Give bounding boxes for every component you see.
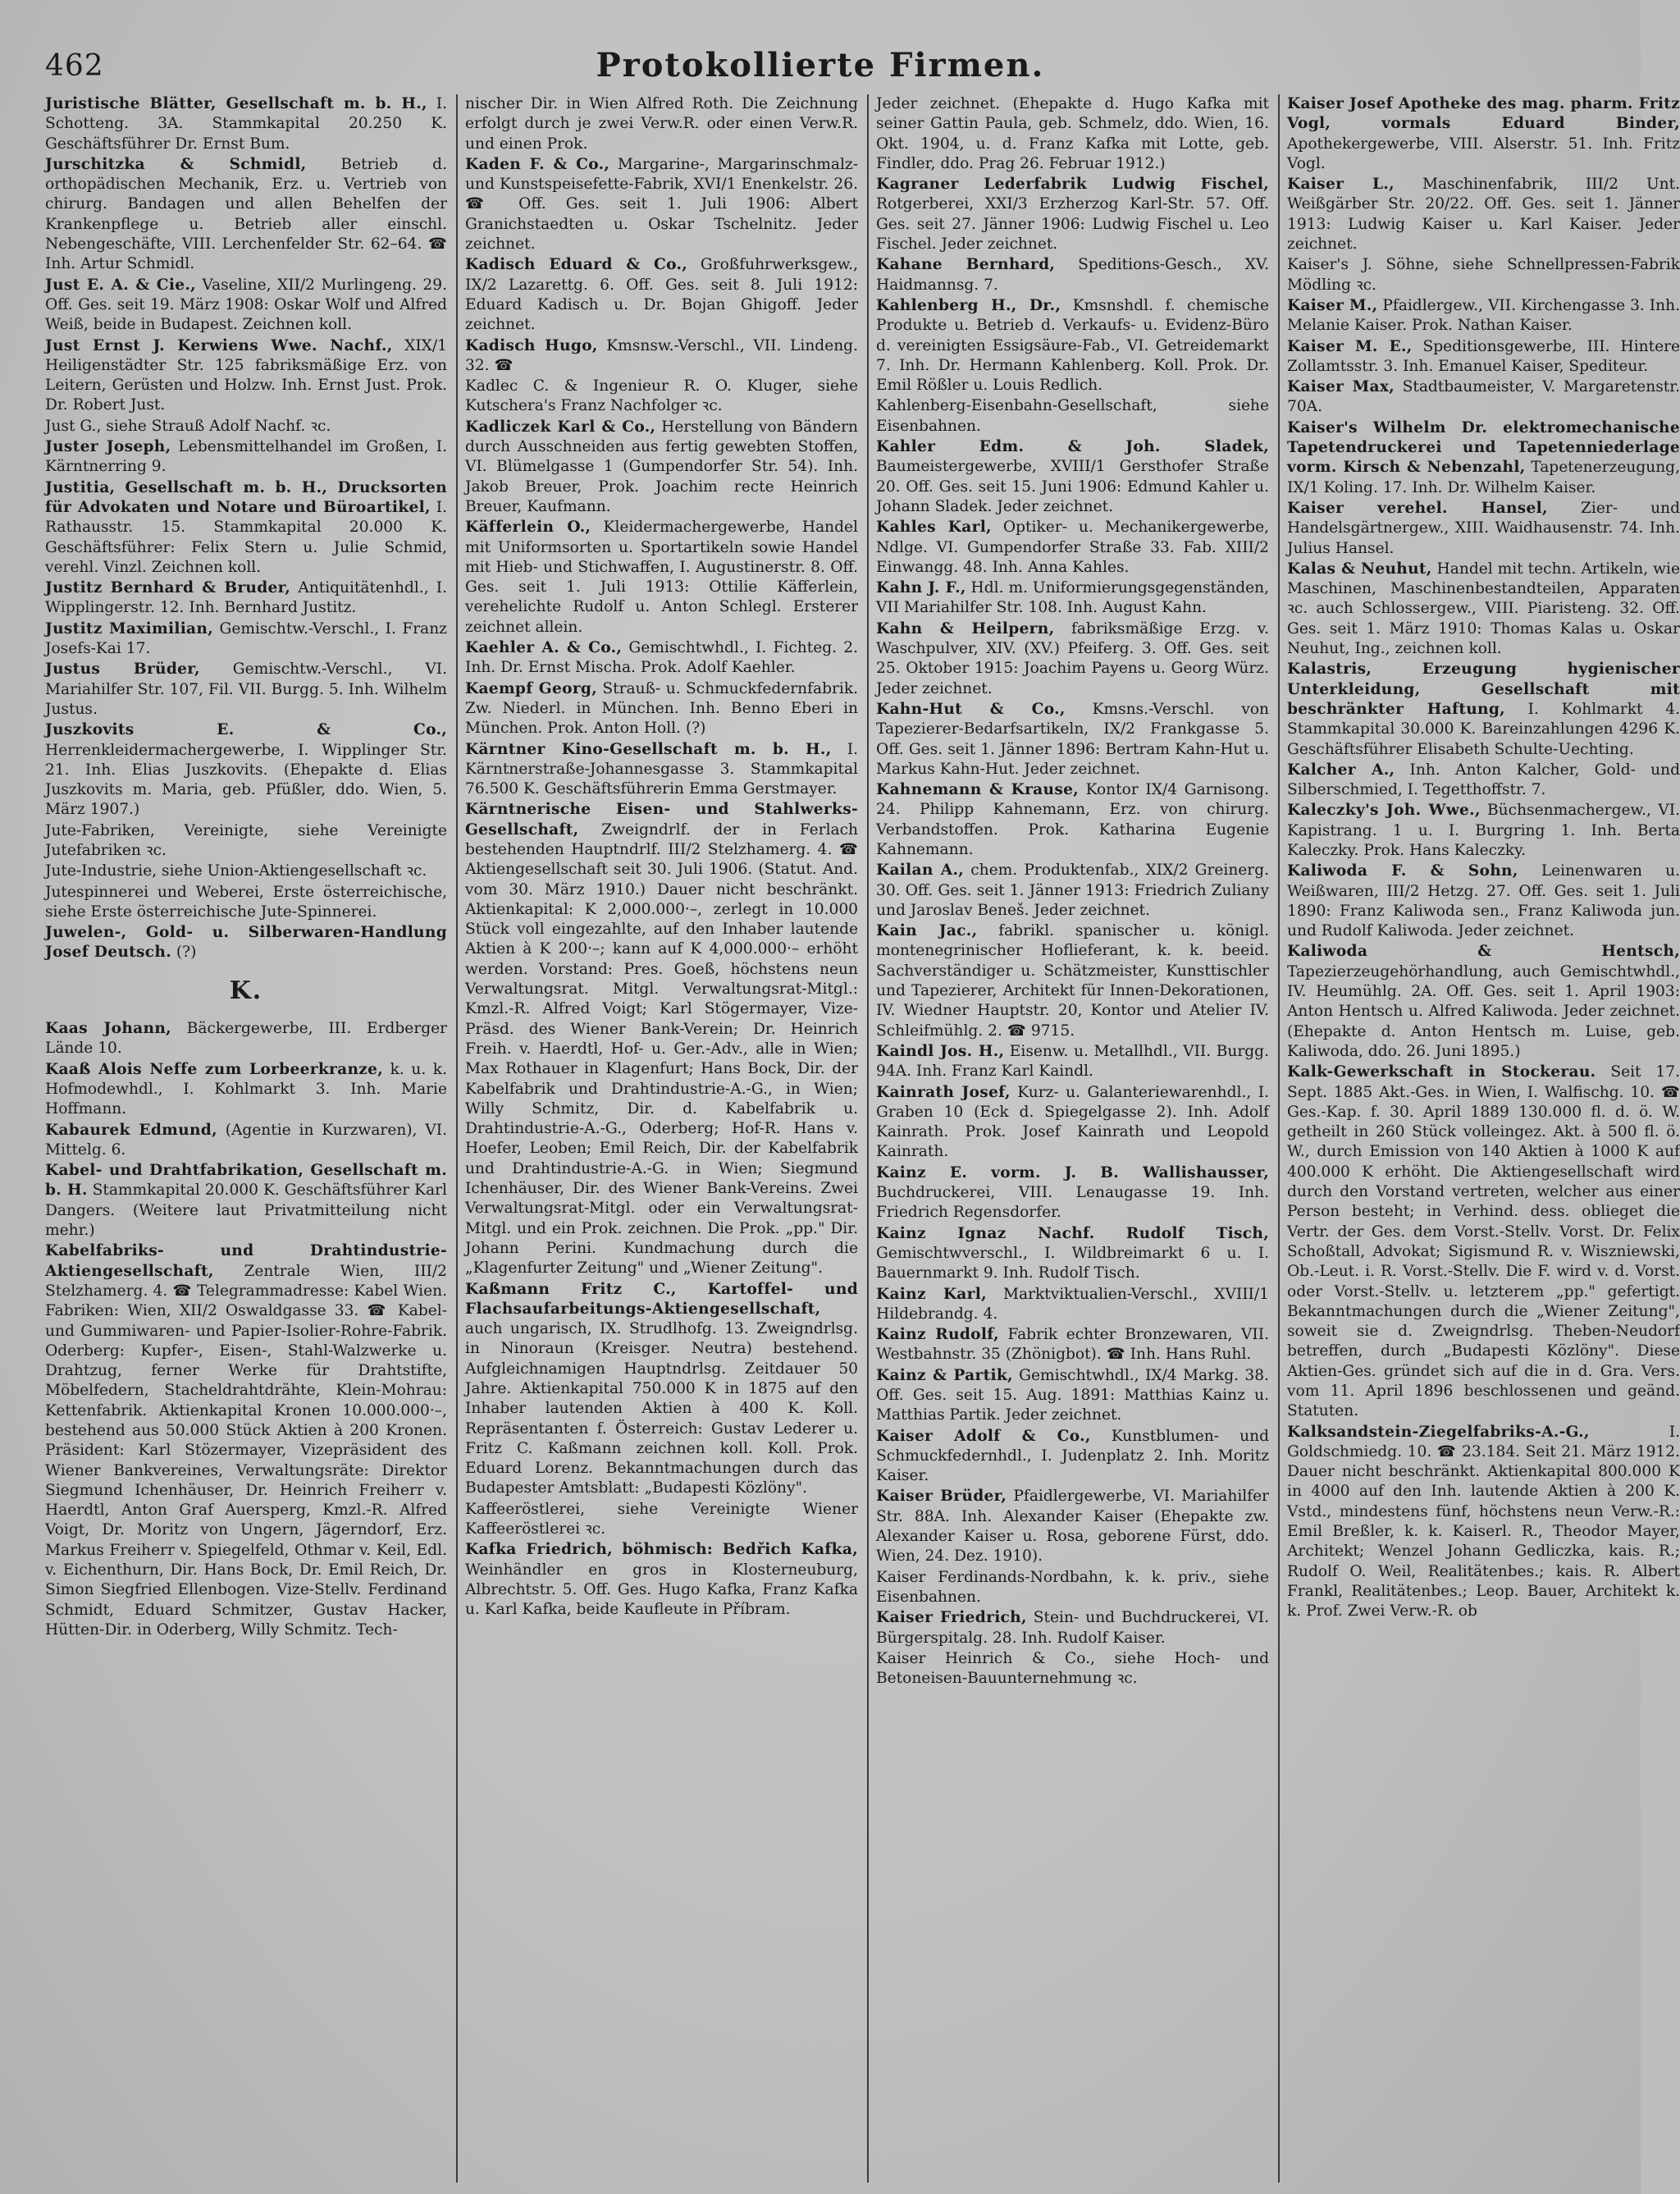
- entry-details: Jeder zeichnet. (Ehepakte d. Hugo Kafka mit seiner Gattin Paula, geb. Schmelz, ddo. Wien, 16. Okt. 1904, u. d. Franz Kafka mit Lotte, geb. Findler, ddo. Prag 26. Februar 1912.): [876, 95, 1269, 172]
- entry-details: I. Schotteng. 3A. Stammkapital 20.250 K. Geschäftsführer Dr. Ernst Bum.: [45, 95, 447, 153]
- directory-entry: [465, 336, 858, 377]
- directory-entry: [465, 1280, 858, 1499]
- directory-entry: [45, 619, 447, 660]
- firm-name: Kafka Friedrich, böhmisch: Bedřich Kafka,: [465, 1541, 858, 1559]
- entry-details: Buchdruckerei, VIII. Lenaugasse 19. Inh. Friedrich Regensdorfer.: [876, 1184, 1269, 1222]
- page-number: 462: [45, 49, 104, 83]
- column-1: [45, 94, 447, 2183]
- firm-name: Kaiser Friedrich,: [876, 1609, 1027, 1627]
- directory-entry: [1287, 862, 1680, 941]
- directory-entry: [876, 1649, 1269, 1689]
- entry-details: Stein- und Buchdruckerei, VI. Bürgerspitalg. 28. Inh. Rudolf Kaiser.: [876, 1609, 1269, 1647]
- firm-name: Kaempf Georg,: [465, 679, 597, 697]
- firm-name: Kadisch Eduard & Co.,: [465, 256, 688, 274]
- directory-entry: [876, 619, 1269, 699]
- directory-entry: [465, 155, 858, 254]
- entry-details: Gemischtw.-Verschl., I. Franz Josefs-Kai 17.: [45, 619, 447, 658]
- firm-name: Kahn & Heilpern,: [876, 619, 1055, 638]
- firm-name: Kahn-Hut & Co.,: [876, 700, 1066, 718]
- directory-entry: [465, 255, 858, 335]
- firm-name: Kabel- und Drahtfabrikation, Gesellschaft m. b. H.: [45, 1162, 447, 1200]
- directory-entry: [1287, 499, 1680, 559]
- firm-name: Kalastris, Erzeugung hygienischer Unterkleidung, Gesellschaft mit beschränkter Haftung,: [1287, 660, 1680, 718]
- column-4: [1278, 94, 1680, 2183]
- directory-entry: [1287, 660, 1680, 759]
- firm-name: Justitz Bernhard & Bruder,: [45, 579, 291, 597]
- directory-entry: [45, 821, 447, 862]
- firm-name: Kaehler A. & Co.,: [465, 639, 623, 657]
- firm-name: Kadliczek Karl & Co.,: [465, 418, 656, 436]
- directory-entry: [1287, 337, 1680, 377]
- directory-entry: [45, 1161, 447, 1241]
- firm-name: Juwelen-, Gold- u. Silberwaren-Handlung Josef Deutsch.: [45, 924, 447, 962]
- entry-details: Kaffeeröstlerei, siehe Vereinigte Wiener Kaffeeröstlerei ꝛc.: [465, 1500, 858, 1538]
- entry-details: Jute-Industrie, siehe Union-Aktiengesellschaft ꝛc.: [45, 862, 427, 880]
- firm-name: Kainz Karl,: [876, 1285, 987, 1303]
- entry-details: Kahlenberg-Eisenbahn-Gesellschaft, siehe Eisenbahnen.: [876, 397, 1269, 435]
- entry-details: Hdl. m. Uniformierungsgegenständen, VII Mariahilfer Str. 108. Inh. August Kahn.: [876, 579, 1269, 617]
- directory-entry: [45, 437, 447, 478]
- entry-details: Pfaidlergew., VII. Kirchengasse 3. Inh. Melanie Kaiser. Prok. Nathan Kaiser.: [1287, 296, 1680, 335]
- directory-entry: [465, 740, 858, 800]
- directory-entry: [45, 883, 447, 923]
- directory-entry: [1287, 801, 1680, 861]
- entry-details: Gemischtwhdl., IX/4 Markg. 38. Off. Ges. seit 15. Aug. 1891: Matthias Kainz u. Matthias Partik. Jeder zeichnet.: [876, 1366, 1269, 1424]
- entry-details: Speditionsgewerbe, III. Hintere Zollamtsstr. 3. Inh. Emanuel Kaiser, Spediteur.: [1287, 337, 1680, 375]
- entry-details: Zentrale Wien, III/2 Stelzhamerg. 4. ☎ Telegrammadresse: Kabel Wien. Fabriken: Wien, XII/2 Oswaldgasse 33. ☎ Kabel- und Gummiwaren- und Papier-Isolier-Rohre-Fabrik. Oderberg: Kupfer-, Eisen-, Stahl-Walzwerke u. Drahtzug, ferner Werke für Drahtstifte, Möbelfedern, Stacheldrahtdrähte, Klein-Mohrau: Kettenfabrik. Aktienkapital Kronen 10.000.000·–, bestehend aus 50.000 Stück Aktien à 200 Kronen. Präsident: Karl Stözermayer, Vizepräsident des Wiener Bankvereines, Verwaltungsräte: Direktor Siegmund Ichenhäuser, Dr. Heinrich Freiherr v. Haerdtl, Anton Graf Auersperg, Kmzl.-R. Alfred Voigt, Dr. Moritz von Ungern, Jägerndorf, Erz. Markus Freiherr v. Spiegelfeld, Othmar v. Keil, Edl. v. Eichenthurn, Dir. Hans Bock, Dr. Emil Reich, Dr. Simon Siegfried Ellenbogen. Vize-Stellv. Ferdinand Schmidt, Eduard Schmitzer, Gustav Hacker, Hütten-Dir. in Oderberg, Willy Schmitz. Tech-: [45, 1262, 447, 1639]
- entry-details: auch ungarisch, IX. Strudlhofg. 13. Zweigndrlsg. in Ninoraun (Kreisger. Neutra) bestehend. Aufgleichnamigen Hauptndrlsg. Zeitdauer 50 Jahre. Aktienkapital 750.000 K in 1875 auf den Inhaber lautenden Aktien à 400 K. Koll. Repräsentanten f. Österreich: Gustav Lederer u. Fritz C. Kaßmann zeichnen koll. Koll. Prok. Eduard Lorenz. Bekanntmachungen durch das Budapester Amtsblatt: „Budapesti Közlöny".: [465, 1320, 858, 1497]
- directory-entry: [1287, 1423, 1680, 1622]
- entry-details: Margarine-, Margarinschmalz- und Kunstspeisefette-Fabrik, XVI/1 Enenkelstr. 26. ☎ Off. Ges. seit 1. Juli 1906: Albert Granichstaedten u. Oskar Tschelnitz. Jeder zeichnet.: [465, 155, 859, 254]
- firm-name: Käfferlein O.,: [465, 519, 591, 537]
- directory-entry: [1287, 175, 1680, 254]
- entry-details: I. Kohlmarkt 4. Stammkapital 30.000 K. Bareinzahlungen 4296 K. Geschäftsführer Elisabeth Schulte-Uechting.: [1287, 700, 1680, 758]
- directory-entry: [876, 1042, 1269, 1082]
- firm-name: Kahlenberg H., Dr.,: [876, 296, 1061, 314]
- directory-entry: [45, 94, 447, 154]
- page-header: [45, 43, 1596, 94]
- firm-name: Kärntner Kino-Gesellschaft m. b. H.,: [465, 740, 832, 758]
- entry-details: Großfuhrwerksgew., IX/2 Lazarettg. 6. Off. Ges. seit 8. Juli 1912: Eduard Kadisch u. Dr. Bojan Ghigoff. Jeder zeichnet.: [465, 256, 858, 334]
- firm-name: Justus Brüder,: [45, 660, 200, 679]
- entry-details: Just G., siehe Strauß Adolf Nachf. ꝛc.: [45, 417, 331, 435]
- entry-details: Herrenkleidermachergewerbe, I. Wipplinger Str. 21. Inh. Elias Juszkovits. (Ehepakte d. Elias Juszkovits m. Maria, geb. Pfüßler, ddo. Wien, 5. März 1907.): [45, 741, 447, 819]
- firm-name: Kainz Rudolf,: [876, 1326, 999, 1344]
- firm-name: Kahler Edm. & Joh. Sladek,: [876, 438, 1269, 456]
- entry-details: Strauß- u. Schmuckfedernfabrik. Zw. Niederl. in München. Inh. Benno Eberi in München. Prok. Anton Holl. (?): [465, 679, 858, 738]
- directory-entry: [45, 336, 447, 416]
- directory-entry: [45, 1060, 447, 1120]
- entry-details: Fabrik echter Bronzewaren, VII. Westbahnstr. 35 (Zhönigbot). ☎ Inh. Hans Ruhl.: [876, 1326, 1269, 1364]
- entry-details: Gemischtwverschl., I. Wildbreimarkt 6 u. I. Bauernmarkt 9. Inh. Rudolf Tisch.: [876, 1244, 1269, 1282]
- entry-details: Kmsnshdl. f. chemische Produkte u. Betrieb d. Verkaufs- u. Evidenz-Büro d. vereinigten Essigsäure-Fab., VI. Getreidemarkt 7. Inh. Dr. Hermann Kahlenberg. Koll. Prok. Dr. Emil Rößler u. Louis Redlich.: [876, 296, 1269, 395]
- directory-entry: [465, 800, 858, 1278]
- directory-entry: [45, 1241, 447, 1640]
- firm-name: Kagraner Lederfabrik Ludwig Fischel,: [876, 176, 1269, 194]
- entry-details: Kontor IX/4 Garnisong. 24. Philipp Kahnemann, Erz. von chirurg. Verbandstoffen. Prok. Katharina Eugenie Kahnemann.: [876, 781, 1269, 858]
- entry-details: Speditions-Gesch., XV. Haidmannsg. 7.: [876, 256, 1269, 294]
- directory-entry: [876, 861, 1269, 921]
- directory-entry: [876, 518, 1269, 578]
- firm-name: Kahnemann & Krause,: [876, 781, 1080, 799]
- column-2: [456, 94, 858, 2183]
- directory-entry: [1287, 761, 1680, 801]
- entry-details: Maschinenfabrik, III/2 Unt. Weißgärber Str. 20/22. Off. Ges. seit 1. Jänner 1913: Ludwig Kaiser u. Karl Kaiser. Jeder zeichnet.: [1287, 176, 1680, 254]
- firm-name: Kainz & Partik,: [876, 1366, 1013, 1384]
- directory-entry: [876, 578, 1269, 619]
- firm-name: Kabelfabriks- und Drahtindustrie-Aktiengesellschaft,: [45, 1242, 447, 1280]
- entry-details: Kmsns.-Verschl. von Tapezierer-Bedarfsartikeln, IX/2 Frankgasse 5. Off. Ges. seit 1. Jänner 1896: Bertram Kahn-Hut u. Markus Kahn-Hut. Jeder zeichnet.: [876, 700, 1269, 778]
- entry-details: Handel mit techn. Artikeln, wie Maschinen, Maschinenbestandteilen, Apparaten ꝛc. auch Schlossergew., VIII. Piaristeng. 32. Off. Ges. seit 1. März 1910: Thomas Kalas u. Oskar Neuhut, Ing., zeichnen koll.: [1287, 560, 1680, 658]
- entry-details: Zweigndrlf. der in Ferlach bestehenden Hauptndrlf. III/2 Stelzhamerg. 4. ☎ Aktiengesellschaft seit 30. Juli 1906. (Statut. And. vom 30. März 1910.) Dauer nicht beschränkt. Aktienkapital: K 2,000.000·–, zerlegt in 10.000 Stück voll eingezahlte, auf den Inhaber lautende Aktien à K 200·–; kann auf K 4,000.000·– erhöht werden. Vorstand: Pres. Goeß, höchstens neun Verwaltungsrat. Mitgl. Verwaltungsrat-Mitgl.: Kmzl.-R. Alfred Voigt; Karl Stögermayer, Vize-Präsd. des Wiener Bank-Verein; Dr. Heinrich Freih. v. Haerdtl, Hof- u. Ger.-Adv., alle in Wien; Max Rothauer in Klagenfurt; Hans Bock, Dir. der Kabelfabrik und Drahtindustrie-A.-G., in Wien; Willy Schmitz, Dir. d. Kabelfabrik u. Drahtindustrie-A.-G., Oderberg; Hof-R. Hans v. Hoefer, Leoben; Emil Reich, Dir. der Kabelfabrik und Drahtindustrie-A.-G. in Wien; Siegmund Ichenhäuser, Dir. des Wiener Bank-Vereins. Zwei Verwaltungsrat-Mitgl. oder ein Verwaltungsrat-Mitgl. und ein Prok. zeichnen. Die Prok. „pp." Dir. Johann Perini. Kundmachung durch die „Klagenfurter Zeitung" und „Wiener Zeitung".: [465, 820, 858, 1278]
- firm-name: Just Ernst J. Kerwiens Wwe. Nachf.,: [45, 336, 393, 354]
- firm-name: Kain Jac.,: [876, 922, 978, 940]
- firm-name: Kaiser M.,: [1287, 296, 1378, 314]
- firm-name: Justitz Maximilian,: [45, 619, 213, 638]
- firm-name: Justitia, Gesellschaft m. b. H., Drucksorten für Advokaten und Notare und Büroartikel,: [45, 478, 447, 516]
- entry-details: Lebensmittelhandel im Großen, I. Kärntnerring 9.: [45, 438, 447, 476]
- directory-entry: [465, 377, 858, 417]
- firm-name: Kadisch Hugo,: [465, 336, 598, 354]
- directory-entry: [876, 1224, 1269, 1284]
- firm-name: Kalksandstein-Ziegelfabriks-A.-G.,: [1287, 1423, 1590, 1441]
- firm-name: Juszkovits E. & Co.,: [45, 721, 447, 739]
- entry-details: Büchsenmachergew., VI. Kapistrang. 1 u. I. Burgring 1. Inh. Berta Kaleczky. Prok. Hans Kaleczky.: [1287, 802, 1680, 859]
- firm-name: Kaas Johann,: [45, 1020, 171, 1038]
- entry-details: Tapezierzeugehörhandlung, auch Gemischtwhdl., IV. Heumühlg. 2A. Off. Ges. seit 1. April 1903: Anton Hentsch u. Alfred Kaliwoda. Jeder zeichnet. (Ehepakte d. Anton Hentsch m. Luise, geb. Kaliwoda, ddo. 26. Juni 1895.): [1287, 962, 1680, 1060]
- directory-entry: [45, 478, 447, 578]
- firm-name: Kainz E. vorm. J. B. Wallishausser,: [876, 1163, 1269, 1182]
- directory-entry: [465, 638, 858, 679]
- entry-details: Tapetenerzeugung, IX/1 Koling. 17. Inh. Dr. Wilhelm Kaiser.: [1287, 459, 1680, 496]
- running-title: Protokollierte Firmen.: [596, 46, 1045, 85]
- directory-entry: [465, 94, 858, 154]
- directory-entry: [876, 255, 1269, 295]
- entry-details: Bäckergewerbe, III. Erdberger Lände 10.: [45, 1020, 447, 1058]
- directory-entry: [45, 720, 447, 820]
- entry-details: Kadlec C. & Ingenieur R. O. Kluger, siehe Kutschera's Franz Nachfolger ꝛc.: [465, 377, 858, 415]
- directory-entry: [1287, 377, 1680, 418]
- entry-details: nischer Dir. in Wien Alfred Roth. Die Zeichnung erfolgt durch je zwei Verw.R. oder einen Verw.R. und einen Prok.: [465, 95, 858, 153]
- directory-entry: [45, 1121, 447, 1161]
- firm-name: Kahles Karl,: [876, 519, 992, 537]
- directory-entry: [876, 94, 1269, 174]
- firm-name: Kahane Bernhard,: [876, 256, 1056, 274]
- firm-name: Kaßmann Fritz C., Kartoffel- und Flachsaufarbeitungs-Aktiengesellschaft,: [465, 1280, 858, 1318]
- firm-name: Kaiser Josef Apotheke des mag. pharm. Fritz Vogl, vormals Eduard Binder,: [1287, 95, 1680, 133]
- entry-details: Herstellung von Bändern durch Ausschneiden aus fertig gewebten Stoffen, VI. Blümelgasse 1 (Gumpendorfer Str. 54). Inh. Jakob Breuer, Prok. Joachim recte Heinrich Breuer, Kaufmann.: [465, 418, 858, 515]
- entry-details: Pfaidlergewerbe, VI. Mariahilfer Str. 88A. Inh. Alexander Kaiser (Ehepakte zw. Alexander Kaiser u. Rosa, geborene Fürst, ddo. Wien, 24. Dez. 1910).: [876, 1488, 1269, 1566]
- firm-name: Kahn J. F.,: [876, 579, 966, 597]
- firm-name: Kainrath Josef,: [876, 1083, 1011, 1101]
- firm-name: Kailan A.,: [876, 862, 965, 880]
- firm-name: Kalas & Neuhut,: [1287, 560, 1432, 578]
- directory-entry: [465, 1540, 858, 1620]
- entry-details: Kleidermachergewerbe, Handel mit Uniformsorten u. Sportartikeln sowie Handel mit Hieb- und Stichwaffen, I. Augustinerstr. 8. Off. Ges. seit 1. Juli 1913: Ottilie Käfferlein, verehelichte Rudolf u. Anton Schlegl. Ersterer zeichnet allein.: [465, 519, 858, 636]
- firm-name: Jurschitzka & Schmidl,: [45, 155, 307, 173]
- firm-name: Kaaß Alois Neffe zum Lorbeerkranze,: [45, 1060, 384, 1078]
- directory-entry: [876, 1325, 1269, 1365]
- firm-name: Kaiser M. E.,: [1287, 337, 1413, 355]
- directory-entry: [1287, 418, 1680, 498]
- directory-entry: [465, 418, 858, 517]
- directory-entry: [876, 1487, 1269, 1566]
- entry-details: (Agentie in Kurzwaren), VI. Mittelg. 6.: [45, 1121, 447, 1159]
- firm-name: Kaiser's Wilhelm Dr. elektromechanische Tapetendruckerei und Tapetenniederlage vorm. Kirsch & Nebenzahl,: [1287, 418, 1680, 477]
- firm-name: Kaiser L.,: [1287, 176, 1395, 194]
- firm-name: Kalcher A.,: [1287, 761, 1395, 779]
- entry-details: Optiker- u. Mechanikergewerbe, Ndlge. VI. Gumpendorfer Straße 33. Fab. XIII/2 Einwangg. 48. Inh. Anna Kahles.: [876, 519, 1269, 576]
- entry-details: I. Rathausstr. 15. Stammkapital 20.000 K. Geschäftsführer: Felix Stern u. Julie Schmid, verehl. Vinzl. Zeichnen koll.: [45, 498, 447, 576]
- directory-entry: [465, 1500, 858, 1540]
- directory-entry: [876, 1427, 1269, 1487]
- firm-name: Kainz Ignaz Nachf. Rudolf Tisch,: [876, 1224, 1269, 1242]
- directory-entry: [876, 1608, 1269, 1648]
- directory-entry: [1287, 1063, 1680, 1421]
- entry-details: Kaiser Heinrich & Co., siehe Hoch- und Betoneisen-Bauunternehmung ꝛc.: [876, 1649, 1269, 1688]
- entry-details: Betrieb d. orthopädischen Mechanik, Erz. u. Vertrieb von chirurg. Bandagen und allen Behelfen der Krankenpflege u. Betrieb aller einschl. Nebengeschäfte, VIII. Lerchenfelder Str. 62–64. ☎ Inh. Artur Schmidl.: [45, 155, 447, 273]
- entry-details: Gemischtw.-Verschl., VI. Mariahilfer Str. 107, Fil. VII. Burgg. 5. Inh. Wilhelm Justus.: [45, 660, 448, 718]
- entry-details: chem. Produktenfab., XIX/2 Greinerg. 30. Off. Ges. seit 1. Jänner 1913: Friedrich Zuliany und Jaroslav Beneš. Jeder zeichnet.: [876, 862, 1270, 919]
- directory-entry: [1287, 560, 1680, 659]
- entry-details: k. u. k. Hofmodewhdl., I. Kohlmarkt 3. Inh. Marie Hoffmann.: [45, 1060, 447, 1118]
- entry-details: Zier- und Handelsgärtnergew., XIII. Waidhausenstr. 74. Inh. Julius Hansel.: [1287, 499, 1680, 557]
- entry-details: Seit 17. Sept. 1885 Akt.-Ges. in Wien, I. Walfischg. 10. ☎ Ges.-Kap. f. 30. April 1889 130.000 fl. d. ö. W. getheilt in 260 Stück volleingez. Akt. à 500 fl. ö. W., durch Emission von 140 Aktien à 1000 K auf 400.000 K erhöht. Die Aktiengesellschaft wird durch den Vorstand vertreten, welcher aus einer Person besteht; in Verhind. dess. oblieget die Vertr. der Ges. dem Vorst.-Stellv. Vorst. Dr. Felix Schoßtall, Advokat; Sigismund R. v. Wiszniewski, Ob.-Leut. i. R. Vorst.-Stellv. Die F. wird v. d. Vorst. oder Vorst.-Stellv. u. letzterem „pp." gefertigt. Bekanntmachungen durch die „Wiener Zeitung", soweit sie d. Zweigndrlsg. Theben-Neudorf betreffen, durch „Budapesti Közlöny". Diese Aktien-Ges. gründet sich auf die in d. Gra. Vers. vom 11. April 1896 beschlossenen und geänd. Statuten.: [1287, 1063, 1680, 1420]
- entry-details: Apothekergewerbe, VIII. Alserstr. 51. Inh. Fritz Vogl.: [1287, 135, 1680, 172]
- entry-details: Antiquitätenhdl., I. Wipplingerstr. 12. Inh. Bernhard Justitz.: [45, 579, 447, 617]
- entry-details: Stadtbaumeister, V. Margaretenstr. 70A.: [1287, 378, 1680, 416]
- directory-entry: [1287, 296, 1680, 336]
- firm-name: Kaleczky's Joh. Wwe.,: [1287, 802, 1481, 820]
- entry-details: I. Goldschmiedg. 10. ☎ 23.184. Seit 21. März 1912. Dauer nicht beschränkt. Aktienkapital 800.000 K in 4000 auf den Inh. lautende Aktien à 200 K. Vstd., mindestens fünf, höchstens neun Verw.-R.: Emil Breßler, k. k. Kaiserl. R., Theodor Mayer, Architekt; Wenzel Johann Gedliczka, kais. R.; Rudolf O. Weil, Realitätenbes.; kais. R. Albert Frankl, Realitätenbes.; Leop. Bauer, Architekt k. k. Prof. Zwei Verw.-R. ob: [1287, 1423, 1680, 1620]
- entry-details: Kaiser Ferdinands-Nordbahn, k. k. priv., siehe Eisenbahnen.: [876, 1568, 1269, 1606]
- directory-entry: [45, 276, 447, 336]
- entry-details: Kmsnsw.-Verschl., VII. Lindeng. 32. ☎: [465, 336, 858, 374]
- entry-details: Baumeistergewerbe, XVIII/1 Gersthofer Straße 20. Off. Ges. seit 15. Juni 1906: Edmund Kahler u. Johann Sladek. Jeder zeichnet.: [876, 458, 1269, 515]
- entry-details: Weinhändler en gros in Klosterneuburg, Albrechtstr. 5. Off. Ges. Hugo Kafka, Franz Kafka u. Karl Kafka, beide Kaufleute in Příbram.: [465, 1561, 858, 1619]
- directory-columns: [45, 94, 1680, 2183]
- directory-entry: [465, 518, 858, 638]
- firm-name: Juster Joseph,: [45, 438, 171, 456]
- directory-entry: [876, 296, 1269, 395]
- entry-details: Stammkapital 20.000 K. Geschäftsführer Karl Dangers. (Weitere laut Privatmitteilung nicht mehr.): [45, 1182, 447, 1240]
- entry-details: Gemischtwhdl., I. Fichteg. 2. Inh. Dr. Ernst Mischa. Prok. Adolf Kaehler.: [465, 639, 858, 677]
- entry-details: fabriksmäßige Erzg. v. Waschpulver, XIV. (XV.) Pfeiferg. 3. Off. Ges. seit 25. Oktober 1915: Joachim Payens u. Georg Würz. Jeder zeichnet.: [876, 619, 1269, 697]
- firm-name: Kaliwoda & Hentsch,: [1287, 943, 1680, 961]
- entry-details: Kaiser's J. Söhne, siehe Schnellpressen-Fabrik Mödling ꝛc.: [1287, 256, 1680, 294]
- directory-entry: [876, 1285, 1269, 1325]
- entry-details: Marktviktualien-Verschl., XVIII/1 Hildebrandg. 4.: [876, 1285, 1270, 1323]
- section-letter: K.: [229, 976, 263, 1005]
- entry-details: XIX/1 Heiligenstädter Str. 125 fabriksmäßige Erz. von Leitern, Gerüsten und Holzw. Inh. Ernst Just. Prok. Dr. Robert Just.: [45, 336, 447, 414]
- firm-name: Kabaurek Edmund,: [45, 1121, 217, 1139]
- entry-details: Jute-Fabriken, Vereinigte, siehe Vereinigte Jutefabriken ꝛc.: [45, 821, 447, 859]
- firm-name: Kaliwoda F. & Sohn,: [1287, 862, 1518, 880]
- directory-entry: [45, 862, 447, 881]
- entry-details: Inh. Anton Kalcher, Gold- und Silberschmied, I. Tegetthoffstr. 7.: [1287, 761, 1680, 799]
- directory-entry: [876, 1083, 1269, 1163]
- directory-entry: [876, 1366, 1269, 1426]
- firm-name: Kaiser Max,: [1287, 378, 1395, 396]
- entry-details: Leinenwaren u. Weißwaren, III/2 Hetzg. 27. Off. Ges. seit 1. Juli 1890: Franz Kaliwoda sen., Franz Kaliwoda jun. und Rudolf Kaliwoda. Jeder zeichnet.: [1287, 862, 1680, 940]
- directory-entry: [1287, 942, 1680, 1062]
- directory-entry: [876, 175, 1269, 254]
- entry-details: I. Kärntnerstraße-Johannesgasse 3. Stammkapital 76.500 K. Geschäftsführerin Emma Gerstmayer.: [465, 740, 858, 798]
- directory-entry: [465, 679, 858, 739]
- entry-details: Rotgerberei, XXI/3 Erzherzog Karl-Str. 57. Off. Ges. seit 27. Jänner 1906: Ludwig Fischel u. Leo Fischel. Jeder zeichnet.: [876, 195, 1269, 254]
- firm-name: Juristische Blätter, Gesellschaft m. b. H.,: [45, 95, 427, 112]
- directory-entry: [876, 437, 1269, 517]
- directory-entry: [45, 155, 447, 275]
- directory-entry: [876, 921, 1269, 1041]
- column-3: [867, 94, 1269, 2183]
- firm-name: Kaindl Jos. H.,: [876, 1042, 1005, 1060]
- firm-name: Just E. A. & Cie.,: [45, 276, 196, 294]
- directory-entry: [1287, 94, 1680, 174]
- entry-details: Kurz- u. Galanteriewarenhdl., I. Graben 10 (Eck d. Spiegelgasse 2). Inh. Adolf Kainrath. Prok. Josef Kainrath und Leopold Kainrath.: [876, 1083, 1269, 1161]
- entry-details: Vaseline, XII/2 Murlingeng. 29. Off. Ges. seit 19. März 1908: Oskar Wolf und Alfred Weiß, beide in Budapest. Zeichnen koll.: [45, 276, 447, 334]
- directory-entry: [45, 660, 447, 720]
- directory-entry: [876, 1163, 1269, 1223]
- directory-entry: [876, 780, 1269, 860]
- entry-details: Kunstblumen- und Schmuckfedernhdl., I. Judenplatz 2. Inh. Moritz Kaiser.: [876, 1427, 1269, 1485]
- directory-entry: [876, 1568, 1269, 1608]
- directory-entry: [876, 700, 1269, 779]
- directory-entry: [876, 396, 1269, 437]
- directory-entry: [1287, 255, 1680, 295]
- entry-details: fabrikl. spanischer u. königl. montenegrinischer Hoflieferant, k. k. beeid. Sachverständiger u. Schätzmeister, Kunsttischler und Tapezierer, Architekt für Innen-Dekorationen, IV. Wiedner Hauptstr. 20, Kontor und Atelier IV. Schleifmühlg. 2. ☎ 9715.: [876, 922, 1269, 1040]
- directory-entry: [45, 417, 447, 437]
- firm-name: Kärntnerische Eisen- und Stahlwerks-Gesellschaft,: [465, 801, 858, 839]
- directory-entry: [45, 578, 447, 619]
- entry-details: (?): [171, 944, 197, 962]
- firm-name: Kaiser Brüder,: [876, 1488, 1007, 1506]
- firm-name: Kaiser Adolf & Co.,: [876, 1427, 1091, 1445]
- entry-details: Eisenw. u. Metallhdl., VII. Burgg. 94A. Inh. Franz Karl Kaindl.: [876, 1042, 1269, 1081]
- firm-name: Kaden F. & Co.,: [465, 155, 610, 173]
- firm-name: Kalk-Gewerkschaft in Stockerau.: [1287, 1063, 1596, 1081]
- directory-entry: [45, 923, 447, 963]
- firm-name: Kaiser verehel. Hansel,: [1287, 499, 1548, 517]
- directory-entry: [45, 1019, 447, 1059]
- entry-details: Jutespinnerei und Weberei, Erste österreichische, siehe Erste österreichische Jute-Spinnerei.: [45, 883, 447, 921]
